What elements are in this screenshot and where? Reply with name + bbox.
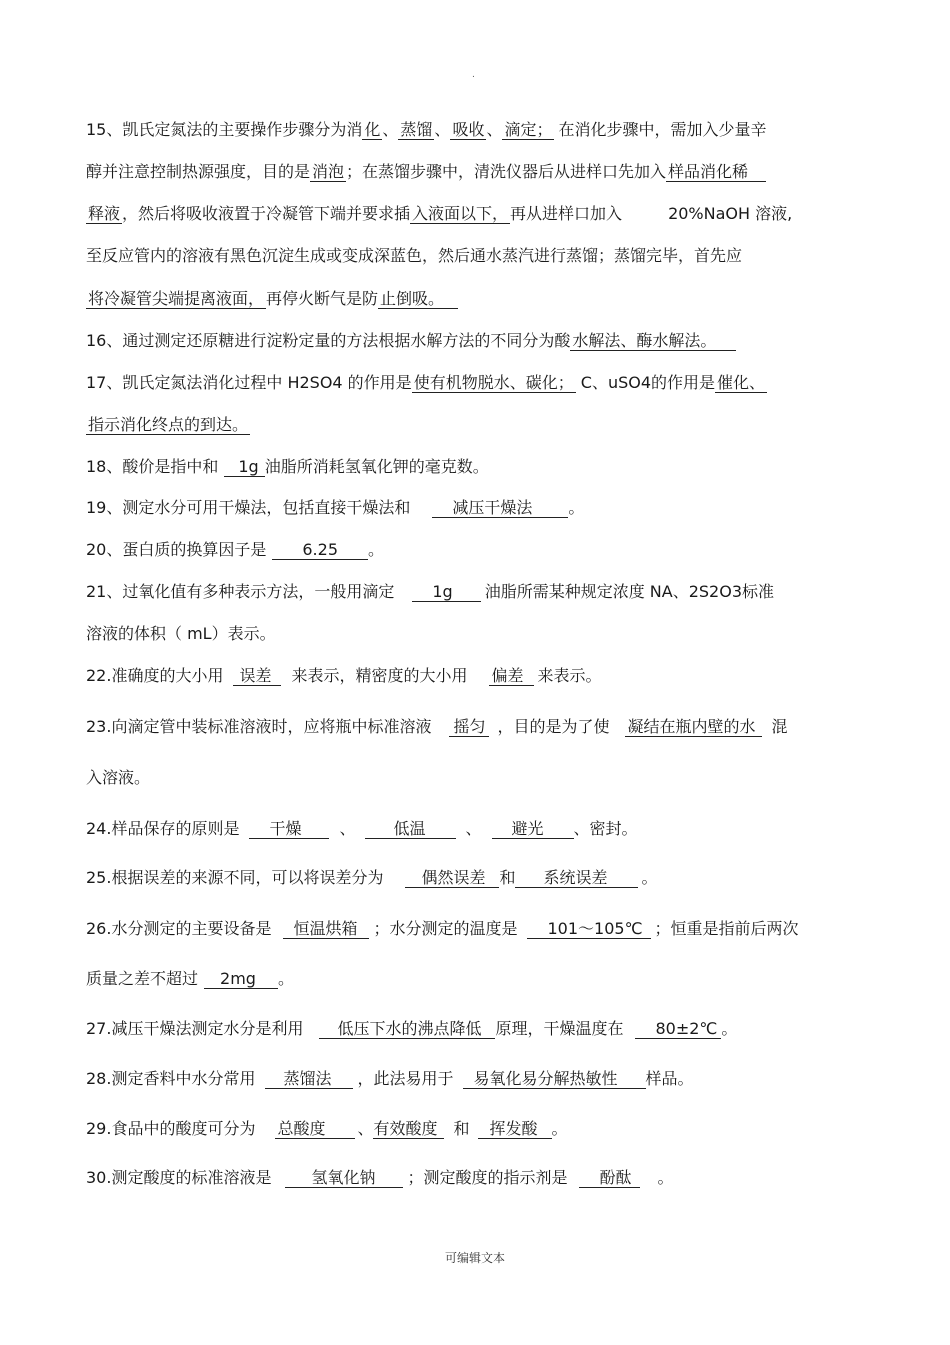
q15-line-2: 醇并注意控制热源强度，目的是 消泡 ；在蒸馏步骤中，清洗仪器后从进样口先加入 样品消化稀 bbox=[86, 161, 766, 183]
q17-line-2: 指示消化终点的到达。 bbox=[88, 415, 249, 434]
q15-line-1: 15、凯氏定氮法的主要操作步骤分为消 化 、 蒸馏 、 吸收 、 滴定； 在消化步骤中，需加入少量辛 bbox=[86, 120, 767, 139]
q16: 16、通过测定还原糖进行淀粉定量的方法根据水解方法的不同分为酸 水解法、酶水解法。 bbox=[86, 330, 736, 352]
q19: 19、测定水分可用干燥法，包括直接干燥法和 减压干燥法 。 bbox=[86, 498, 585, 517]
q18: 18、酸价是指中和 1g 油脂所消耗氢氧化钾的毫克数。 bbox=[86, 457, 489, 476]
q15-line-3: 释液 ，然后将吸收液置于冷凝管下端并要求插 入液面以下， 再从进样口加入 20%NaOH 溶液, bbox=[88, 204, 793, 223]
q15-line-4: 至反应管内的溶液有黑色沉淀生成或变成深蓝色，然后通水蒸汽进行蒸馏；蒸馏完毕，首先应 bbox=[86, 246, 743, 265]
q24: 24.样品保存的原则是 干燥 、 低温 、 避光 、密封。 bbox=[86, 819, 638, 838]
q23-line-2: 入溶液。 bbox=[86, 768, 151, 787]
q29: 29.食品中的酸度可分为 总酸度 、有效酸度 和 挥发酸 。 bbox=[86, 1119, 568, 1138]
q21-line-1: 21、过氧化值有多种表示方法，一般用滴定 1g 油脂所需某种规定浓度 NA、2S2O3标准 bbox=[86, 582, 775, 601]
page-dot-mark: . bbox=[472, 70, 475, 80]
q30: 30.测定酸度的标准溶液是 氢氧化钠 ；测定酸度的指示剂是 酚酞 。 bbox=[86, 1168, 674, 1187]
q15-line-5: 将冷凝管尖端提离液面， 再停火断气是防 止倒吸。 bbox=[86, 288, 458, 310]
q28: 28.测定香料中水分常用 蒸馏法 ，此法易用于 易氧化易分解热敏性 样品。 bbox=[86, 1069, 694, 1088]
q27: 27.减压干燥法测定水分是利用 低压下水的沸点降低 原理，干燥温度在 80±2℃ 。 bbox=[86, 1019, 738, 1038]
q20: 20、蛋白质的换算因子是 6.25 。 bbox=[86, 540, 385, 559]
q21-line-2: 溶液的体积（ mL）表示。 bbox=[86, 624, 276, 643]
footer-note: 可编辑文本 bbox=[444, 1251, 505, 1265]
q26-line-2: 质量之差不超过 2mg 。 bbox=[86, 969, 294, 988]
q26-line-1: 26.水分测定的主要设备是 恒温烘箱 ；水分测定的温度是 101～105℃ ；恒重是指前后两次 bbox=[86, 919, 799, 938]
q17-line-1: 17、凯氏定氮法消化过程中 H2SO4 的作用是 使有机物脱水、碳化； C、uSO4的作用是 催化、 bbox=[86, 373, 766, 392]
q25: 25.根据误差的来源不同，可以将误差分为 偶然误差 和 系统误差 。 bbox=[86, 868, 658, 887]
q22: 22.准确度的大小用 误差 来表示，精密度的大小用 偏差 来表示。 bbox=[86, 666, 602, 685]
q23-line-1: 23.向滴定管中装标准溶液时，应将瓶中标准溶液 摇匀 ，目的是为了使 凝结在瓶内壁的水 混 bbox=[86, 717, 788, 736]
